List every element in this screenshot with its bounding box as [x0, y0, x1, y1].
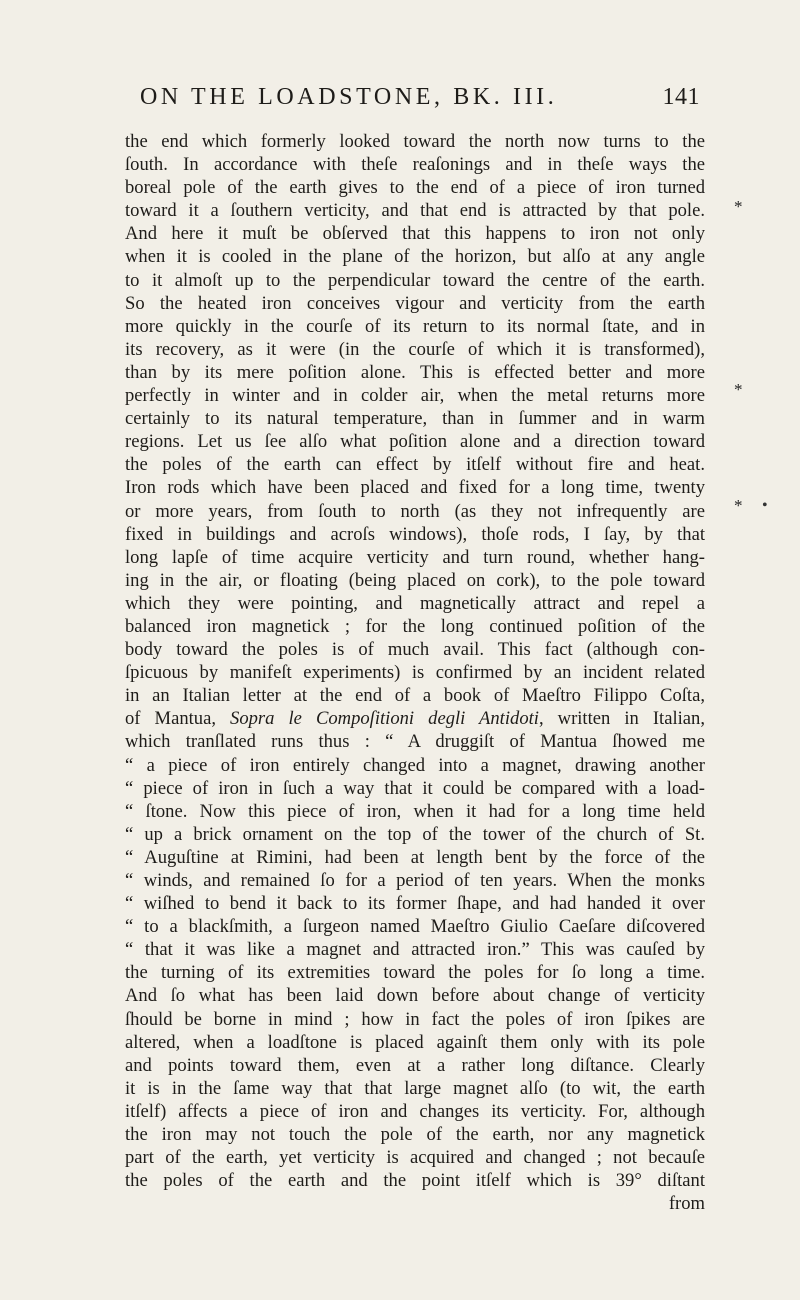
- text-line: boreal pole of the earth gives to the end of a piece of iron turned: [125, 177, 705, 199]
- text-line: And ſo what has been laid down before about change of verticity: [125, 985, 705, 1007]
- text-line: “ to a blackſmith, a ſurgeon named Maeſtro Giulio Caeſare diſcovered: [125, 916, 705, 938]
- text-line: or more years, from ſouth to north (as they not infrequently are: [125, 500, 705, 522]
- text-line: So the heated iron conceives vigour and verticity from the earth: [125, 292, 705, 314]
- line-start: of Mantua,: [125, 708, 231, 730]
- text-line: the turning of its extremities toward the poles for ſo long a time.: [125, 962, 705, 984]
- text-line: ſhould be borne in mind ; how in fact the poles of iron ſpikes are: [125, 1008, 705, 1030]
- body-text: [125, 130, 705, 1215]
- text-line: certainly to its natural temperature, than in ſummer and in warm: [125, 408, 705, 430]
- text-line: perfectly in winter and in colder air, when the metal returns more: [125, 385, 705, 407]
- text-line: “ a piece of iron entirely changed into a magnet, drawing another: [125, 754, 705, 776]
- text-line: more quickly in the courſe of its return to its normal ſtate, and in: [125, 315, 705, 337]
- text-line: and points toward them, even at a rather long diſtance. Clearly: [125, 1054, 705, 1076]
- text-line: which tranſlated runs thus : “ A druggiſt of Mantua ſhowed me: [125, 731, 705, 753]
- text-line: balanced iron magnetick ; for the long continued poſition of the: [125, 615, 705, 637]
- text-line: its recovery, as it were (in the courſe of which it is transformed),: [125, 338, 705, 360]
- text-line: “ Auguſtine at Rimini, had been at length bent by the force of the: [125, 846, 705, 868]
- text-line: “ wiſhed to bend it back to its former ſhape, and had handed it over: [125, 893, 705, 915]
- text-line: And here it muſt be obſerved that this happens to iron not only: [125, 223, 705, 245]
- text-line: in an Italian letter at the end of a book of Maeſtro Filippo Coſta,: [125, 685, 705, 707]
- text-line: altered, when a loadſtone is placed againſt them only with its pole: [125, 1031, 705, 1053]
- text-line: ing in the air, or floating (being placed on cork), to the pole toward: [125, 569, 705, 591]
- catchword-line: from: [668, 1193, 705, 1215]
- text-line: the poles of the earth and the point itſelf which is 39° diſtant: [125, 1170, 705, 1192]
- text-line: toward it a ſouthern verticity, and that end is attracted by that pole.: [125, 200, 705, 222]
- text-line-with-title: [125, 707, 705, 730]
- text-line: to it almoſt up to the perpendicular toward the centre of the earth.: [125, 269, 705, 291]
- text-line: the poles of the earth can effect by itſelf without fire and heat.: [125, 454, 705, 476]
- text-line: “ piece of iron in ſuch a way that it could be compared with a load-: [125, 777, 705, 799]
- text-line: it is in the ſame way that that large magnet alſo (to wit, the earth: [125, 1077, 705, 1099]
- text-line: ſpicuous by manifeſt experiments) is confirmed by an incident related: [125, 662, 705, 684]
- running-title: ON THE LOADSTONE, BK. III.: [140, 84, 558, 110]
- text-line: part of the earth, yet verticity is acquired and changed ; not becauſe: [125, 1147, 705, 1169]
- text-line: the iron may not touch the pole of the earth, nor any magnetick: [125, 1124, 705, 1146]
- text-line: “ ſtone. Now this piece of iron, when it had for a long time held: [125, 800, 705, 822]
- text-line: “ up a brick ornament on the top of the tower of the church of St.: [125, 823, 705, 845]
- marginal-dot: •: [762, 497, 768, 514]
- text-line: long lapſe of time acquire verticity and turn round, whether hang-: [125, 546, 705, 568]
- text-line: the end which formerly looked toward the north now turns to the: [125, 131, 705, 152]
- marginal-asterisk: *: [734, 380, 743, 399]
- line-end: , written in Italian,: [538, 708, 705, 730]
- italic-book-title: Sopra le Compoſitioni degli Antidoti: [230, 708, 539, 730]
- text-line: ſouth. In accordance with theſe reaſonings and in theſe ways the: [125, 154, 705, 176]
- text-line: itſelf) affects a piece of iron and changes its verticity. For, although: [125, 1100, 705, 1122]
- page-number: 141: [662, 84, 700, 110]
- text-line: which they were pointing, and magnetically attract and repel a: [125, 592, 705, 614]
- text-line: Iron rods which have been placed and fixed for a long time, twenty: [125, 477, 705, 499]
- text-line: “ that it was like a magnet and attracted iron.” This was cauſed by: [125, 939, 705, 961]
- text-line: body toward the poles is of much avail. This fact (although con-: [125, 639, 705, 661]
- marginal-asterisk: *: [734, 496, 743, 515]
- marginal-asterisk: *: [734, 197, 743, 216]
- text-line: regions. Let us ſee alſo what poſition alone and a direction toward: [125, 431, 705, 453]
- text-line: when it is cooled in the plane of the horizon, but alſo at any angle: [125, 246, 705, 268]
- running-head: [140, 84, 700, 118]
- text-line: “ winds, and remained ſo for a period of ten years. When the monks: [125, 870, 705, 891]
- text-line: than by its mere poſition alone. This is effected better and more: [125, 361, 705, 383]
- text-line: fixed in buildings and acroſs windows), thoſe rods, I ſay, by that: [125, 523, 705, 545]
